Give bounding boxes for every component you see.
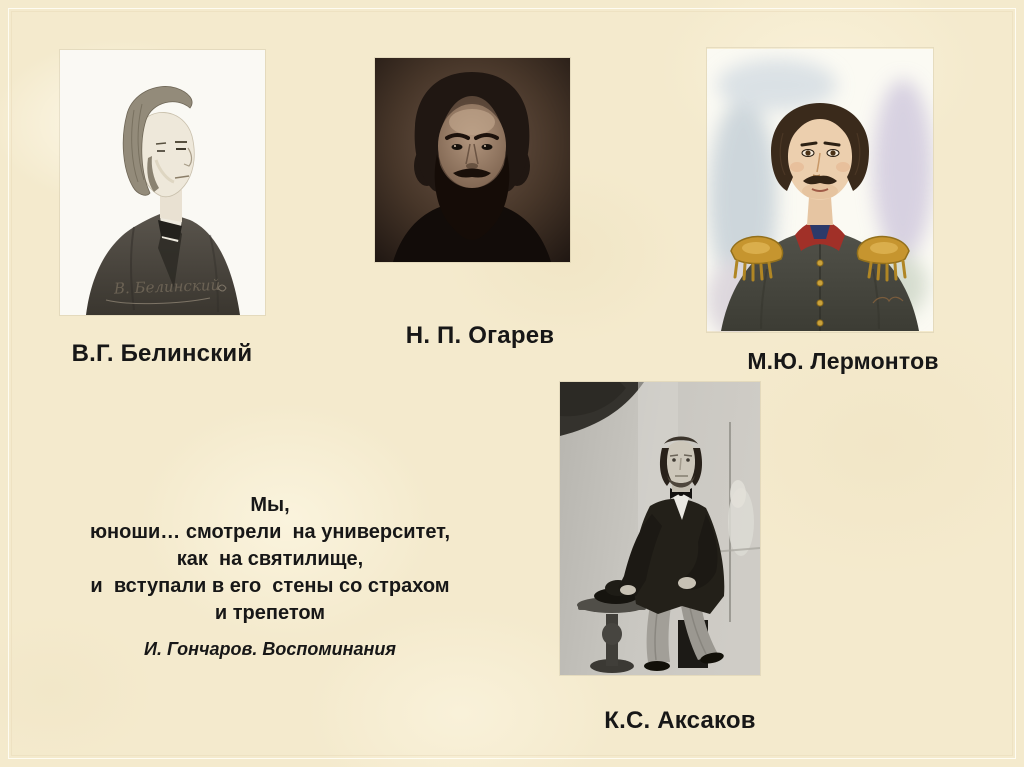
quote-line: юноши… смотрели на университет,: [89, 521, 451, 543]
belinsky-signature: В. Белинский: [113, 275, 221, 298]
ogarev-portrait-image: [375, 58, 570, 262]
quote-block: [70, 492, 470, 660]
quote-line: и трепетом: [214, 602, 326, 624]
caption-aksakov: К.С. Аксаков: [604, 707, 756, 734]
belinsky-portrait: [60, 50, 265, 315]
caption-belinsky: В.Г. Белинский: [71, 340, 253, 367]
caption-lermontov: М.Ю. Лермонтов: [747, 348, 939, 374]
lermontov-portrait: [707, 48, 933, 332]
caption-ogarev: Н. П. Огарев: [405, 322, 555, 349]
quote-line: как на святилище,: [176, 548, 364, 570]
quote-attribution: И. Гончаров. Воспоминания: [144, 639, 396, 659]
belinsky-portrait-image: [60, 50, 265, 315]
lermontov-portrait-image: [707, 48, 933, 332]
quote-line: и вступали в его стены со страхом: [90, 575, 450, 597]
quote-line: Мы,: [250, 494, 290, 516]
aksakov-portrait: [560, 382, 760, 675]
ogarev-portrait: [375, 58, 570, 262]
aksakov-portrait-image: [560, 382, 760, 675]
